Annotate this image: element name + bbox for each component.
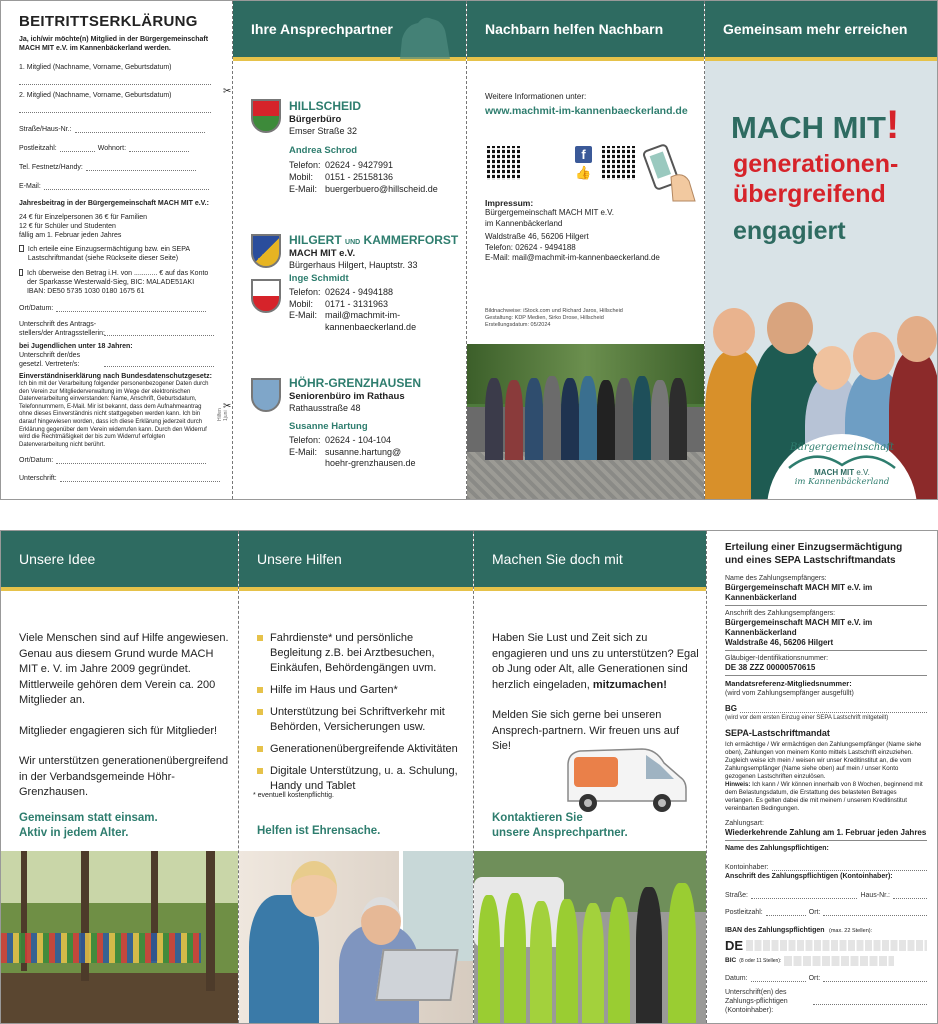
sepa-title-line: und eines SEPA Lastschriftmandats [725, 555, 896, 566]
sepa-signature-row [725, 988, 927, 1015]
laptop-photo [239, 851, 473, 1023]
help-item: Hilfe im Haus und Garten* [257, 683, 465, 698]
signature-field-2[interactable] [60, 481, 220, 482]
form-title: BEITRITTSERKLÄRUNG [19, 13, 198, 30]
photo-person [633, 376, 651, 460]
mandate-hint [725, 781, 927, 813]
neighbors-band [467, 1, 704, 61]
contacts-panel [233, 1, 466, 499]
email-label: E-Mail: [289, 310, 318, 320]
brochure-inside [0, 530, 938, 1024]
mandate-label: Mandatsreferenz-Mitgliedsnummer: [725, 679, 852, 688]
contact-details [289, 287, 458, 333]
payer-label: Name des Zahlungspflichtigen: [725, 845, 829, 852]
mobile-value[interactable]: 0171 - 3131963 [325, 298, 389, 309]
bic-field[interactable] [784, 956, 894, 966]
contacts-band [233, 1, 466, 61]
date-field[interactable] [751, 981, 806, 982]
impressum-line: Waldstraße 46, 56206 Hilgert [485, 232, 589, 241]
join-slogan-line: Kontaktieren Sie [492, 812, 583, 824]
member2-field[interactable] [19, 112, 211, 113]
zip-field[interactable] [766, 915, 806, 916]
idea-band [1, 531, 238, 591]
logo-mid-c: e.V. [856, 468, 870, 477]
impressum-line: Bürgergemeinschaft MACH MIT e.V. [485, 208, 614, 217]
payer-address-label: Anschrift des Zahlungspflichtigen (Kontoinhaber): [725, 873, 893, 880]
scissors-icon: ✂ [223, 401, 232, 412]
fee-line-2: 12 € für Schüler und Studenten [19, 223, 116, 230]
mandate-hint-label: Hinweis: [725, 781, 751, 788]
qr-code-icon[interactable] [487, 146, 521, 180]
street-field[interactable] [75, 132, 205, 133]
consent-title: Einverständniserklärung nach Bundesdatenschutzgesetz: [19, 373, 212, 380]
creditor-block [725, 654, 927, 676]
photo-person [543, 376, 561, 460]
photo-person [651, 380, 669, 460]
creditor-label: Gläubiger-Identifikationsnummer: [725, 655, 829, 662]
photo-person [582, 903, 604, 1023]
house-label: Haus-Nr.: [860, 892, 890, 899]
member1-field[interactable] [19, 84, 211, 85]
help-band-title: Unsere Hilfen [257, 551, 342, 567]
contact-office: Bürgerbüro [289, 114, 342, 125]
cover-band [705, 1, 938, 61]
contact-place-und: UND [345, 239, 361, 246]
photo-laptop [375, 949, 458, 1001]
qr-code-icon[interactable] [602, 146, 636, 180]
mobile-value[interactable]: 0151 - 25158136 [325, 172, 394, 182]
facebook-icon[interactable]: f [575, 146, 592, 163]
payment-label: Zahlungsart: [725, 820, 764, 827]
zip-label: Postleitzahl: [725, 909, 763, 916]
payment-value: Wiederkehrende Zahlung am 1. Februar jeden Jahres [725, 828, 927, 837]
hoehr-crest-icon [251, 378, 281, 412]
idea-text [19, 631, 231, 801]
option-transfer-label: Ich überweise den Betrag i.H. von ............ € auf das Konto der Sparkasse Westerwald-Sieg, BIC: MALADE51AKI IBAN: DE50 5735 1030 0180 1675 61 [26, 270, 209, 295]
contact-place: HÖHR-GRENZHAUSEN [289, 376, 421, 390]
phone-label: Telefon: [289, 160, 321, 170]
photo-person [556, 899, 578, 1023]
place-date-field[interactable] [56, 311, 206, 312]
help-item: Generationenübergreifende Aktivitäten [257, 742, 465, 757]
cover-headline-excl: ! [885, 103, 900, 147]
contact-person: Andrea Schrod [289, 145, 358, 156]
cover-subline [733, 149, 898, 209]
email-row [19, 182, 224, 191]
zip-city-row [19, 144, 224, 153]
idea-band-title: Unsere Idee [19, 551, 96, 567]
iban-prefix: DE [725, 938, 744, 953]
photo-person [504, 893, 526, 1023]
info-label: Weitere Informationen unter: [485, 92, 587, 101]
payee-address-block [725, 609, 927, 651]
join-paragraph-emph: mitzumachen! [592, 678, 667, 691]
creditor-value: DE 38 ZZZ 00000570615 [725, 663, 816, 672]
contact-place [289, 233, 458, 247]
member1-label: 1. Mitglied (Nachname, Vorname, Geburtsdatum) [19, 64, 172, 71]
brochure-outside [0, 0, 938, 500]
side-note: Hilfen 1juni [217, 408, 229, 421]
photo-face [897, 316, 937, 362]
city-label: Wohnort: [97, 145, 127, 152]
logo-mid-a: MACH [814, 468, 839, 477]
payee-address-line: Waldstraße 46, 56206 Hilgert [725, 638, 834, 647]
idea-paragraph: Wir unterstützen generationenübergreifend in der Verbandsgemeinde Höhr-Grenzhausen. [19, 755, 229, 798]
iban-row [725, 938, 927, 953]
contacts-band-title: Ihre Ansprechpartner [251, 21, 393, 37]
join-band-title: Machen Sie doch mit [492, 551, 623, 567]
join-band [474, 531, 706, 591]
cover-panel [705, 1, 938, 499]
statue-icon [392, 11, 454, 59]
house-field[interactable] [893, 898, 927, 899]
email-link[interactable]: susanne.hartung@ [325, 446, 402, 457]
minor-signature-label: Unterschrift der/des gesetzl. Vertreter/s: [19, 352, 81, 368]
help-item: Unterstützung bei Schriftverkehr mit Behörden, Versicherungen usw. [257, 705, 465, 735]
minor-title: bei Jugendlichen unter 18 Jahren: [19, 343, 133, 350]
photo-face [767, 302, 813, 354]
iban-label [725, 919, 927, 937]
signature-label-2: Unterschrift: [19, 475, 57, 483]
website-link[interactable]: www.machmit-im-kannenbaeckerland.de [485, 105, 688, 117]
iban-label-note: (max. 22 Stellen): [829, 928, 873, 934]
help-band [239, 531, 473, 591]
sepa-signature-label: Unterschrift(en) des Zahlungs-pflichtigen (Kontoinhaber): [725, 989, 788, 1014]
photo-person [478, 895, 500, 1023]
place-field[interactable] [823, 981, 927, 982]
sepa-title [725, 541, 927, 567]
city-label: Ort: [808, 909, 821, 916]
contact-address: Emser Straße 32 [289, 126, 358, 136]
mobile-label: Mobil: [289, 298, 314, 309]
holder-field[interactable] [772, 870, 927, 871]
bic-label: BIC [725, 957, 737, 964]
mandate-text: Ich ermächtige / Wir ermächtigen den Zahlungsempfänger (Name siehe oben), Zahlungen von meinem Konto mittels Lastschrift einzuziehen. Zugleich weise ich mein / weisen wir unser Kreditinstitut an, die vom Zahlungsempfänger (Name siehe oben) auf mein / unser Konto gezogenen Lastschriften einzulösen. [725, 741, 922, 780]
phone-field[interactable] [86, 170, 196, 171]
payee-value: Bürgergemeinschaft MACH MIT e.V. im Kannenbäckerland [725, 583, 873, 602]
contact-office: Seniorenbüro im Rathaus [289, 391, 405, 402]
photo-face [291, 861, 337, 917]
street-row [19, 125, 224, 134]
sepa-signature-field[interactable] [813, 1004, 927, 1005]
payee-address-label: Anschrift des Zahlungsempfängers: [725, 610, 836, 617]
logo-mid-b: MIT [840, 468, 855, 477]
idea-slogan-line: Gemeinsam statt einsam. [19, 812, 158, 824]
family-photo [705, 296, 938, 499]
phone-label: Telefon: [289, 435, 321, 445]
minor-signature-field[interactable] [104, 366, 214, 367]
holder-row [725, 863, 927, 872]
help-slogan: Helfen ist Ehrensache. [257, 825, 381, 837]
email-label: E-Mail: [289, 184, 318, 194]
sepa-checkbox[interactable] [19, 245, 24, 252]
idea-panel [1, 531, 238, 1023]
cover-line-3: engagiert [733, 217, 846, 245]
forest-photo [1, 851, 238, 1023]
city-field[interactable] [823, 915, 927, 916]
impressum-title: Impressum: [485, 198, 534, 208]
place-date-label: Ort/Datum: [19, 305, 54, 312]
contact-hillscheid [289, 99, 438, 195]
impressum-email[interactable]: E-Mail: mail@machmit-im-kannenbaeckerland.de [485, 253, 660, 262]
bg-field[interactable] [740, 712, 927, 713]
photo-person [608, 897, 630, 1023]
credits-line: Gestaltung: KDP Medien, Sirko Drose, Hillscheid [485, 315, 604, 321]
iban-label-text: IBAN des Zahlungspflichtigen [725, 927, 825, 934]
email-label: E-Mail: [19, 183, 41, 190]
mandate-title: SEPA-Lastschriftmandat [725, 728, 830, 738]
place-date-field-2[interactable] [56, 463, 206, 464]
photo-person [579, 376, 597, 460]
help-footnote: * eventuell kostenpflichtig. [253, 792, 334, 799]
photo-person [561, 378, 579, 460]
join-slogan-line: unsere Ansprechpartner. [492, 827, 628, 839]
sepa-panel [707, 531, 938, 1023]
contact-hilgert [289, 233, 458, 333]
cover-band-title: Gemeinsam mehr erreichen [723, 21, 908, 37]
consent-text: Ich bin mit der Verarbeitung folgender personenbezogener Daten durch den Verein zur Mitgliederverwaltung im Wege der elektronischen Datenverarbeitung einverstanden: Name, Anschrift, Geburtsdatum, Telefonnummern, E-Mail. Mir ist bekannt, dass dem Aufnahmeantrag ohne dieses Einverständnis nicht stattgegeben werden kann. Ich bin darauf hingewiesen worden, dass ich diese Erklärung jederzeit durch Erklärung gegenüber dem Verein widerrufen kann. Durch den Widerruf wird die Rechtmäßigkeit der bis zum Widerruf erfolgten Datenverarbeitung nicht berührt. [19, 381, 209, 448]
mobile-label: Mobil: [289, 172, 314, 182]
email-link-cont[interactable]: hoehr-grenzhausen.de [325, 458, 416, 468]
fee-line-1: 24 € für Einzelpersonen 36 € für Familien [19, 214, 148, 221]
payee-address-line: Bürgergemeinschaft MACH MIT e.V. im Kannenbäckerland [725, 618, 873, 637]
join-panel [474, 531, 706, 1023]
email-label-cont [289, 458, 325, 470]
join-paragraph-text: Haben Sie Lust und Zeit sich zu engagieren und uns zu unterstützen? Egal ob Jung oder Alt, alle Generationen sind herzlich eingeladen, [492, 632, 699, 691]
bic-note: (8 oder 11 Stellen): [739, 958, 782, 964]
scissors-icon: ✂ [223, 86, 232, 97]
credits-line: Bildnachweise: iStock.com und Richard Jaros, Hillscheid [485, 308, 623, 314]
email-link-cont[interactable]: kannenbaeckerland.de [325, 321, 417, 332]
help-item: Digitale Unterstützung, u. a. Schulung, Handy und Tablet [257, 764, 465, 794]
logo-arches-icon [787, 453, 897, 469]
iban-field[interactable] [746, 940, 927, 951]
photo-tree [206, 851, 215, 991]
email-link[interactable]: buergerbuero@hillscheid.de [325, 184, 438, 194]
phone-value[interactable]: 02624 - 9427991 [325, 160, 394, 170]
photo-person [669, 378, 687, 460]
contact-place-a: HILGERT [289, 233, 342, 247]
contact-office: MACH MIT e.V. [289, 248, 356, 259]
photo-person [505, 380, 523, 460]
join-paragraph: Melden Sie sich gerne bei unseren Ansprech-partnern. Wir freuen uns auf Sie! [492, 709, 680, 752]
impressum [485, 198, 660, 264]
photo-face [713, 308, 755, 356]
bg-note: (wird vor dem ersten Einzug einer SEPA Lastschrift mitgeteilt) [725, 715, 889, 721]
cover-headline-text: MACH MIT [731, 110, 886, 145]
contact-details [289, 435, 421, 470]
place-date-row-2 [19, 456, 224, 465]
club-logo [767, 434, 917, 499]
photo-face [361, 897, 401, 945]
group-photo [467, 344, 704, 499]
phone-label: Tel. Festnetz/Handy: [19, 164, 83, 171]
cover-headline [731, 103, 899, 148]
photo-person [636, 887, 662, 1023]
payee-block [725, 574, 927, 606]
idea-slogan-line: Aktiv in jedem Alter. [19, 827, 129, 839]
fee-line-3: fällig am 1. Februar jeden Jahres [19, 232, 122, 239]
payment-block [725, 819, 927, 841]
zip-label: Postleitzahl: [19, 145, 57, 152]
photo-crowd [1, 933, 201, 963]
help-list [257, 631, 465, 801]
street-label: Straße/Haus-Nr.: [19, 126, 72, 133]
credits [485, 308, 623, 329]
cover-line-1: generationen- [733, 150, 899, 178]
photo-person [615, 378, 633, 460]
payer-zip-row [725, 908, 927, 917]
neighbors-panel [467, 1, 704, 499]
membership-form-panel [1, 1, 232, 499]
email-label: E-Mail: [289, 446, 318, 457]
place-label: Ort: [808, 975, 821, 982]
contact-person: Susanne Hartung [289, 421, 368, 432]
photo-person [485, 378, 503, 460]
street-label: Straße: [725, 892, 748, 899]
payee-label: Name des Zahlungsempfängers: [725, 575, 827, 582]
email-link[interactable]: mail@machmit-im- [325, 310, 401, 320]
bg-prefix: BG [725, 704, 737, 713]
volunteers-photo [474, 851, 706, 1023]
phone-label: Telefon: [289, 287, 321, 297]
signature-row-2 [19, 474, 224, 483]
transfer-checkbox[interactable] [19, 269, 23, 276]
logo-mid [767, 468, 917, 477]
city-field[interactable] [129, 151, 189, 152]
logo-top: Bürgergemeinschaft [790, 442, 894, 453]
photo-person [525, 378, 543, 460]
impressum-line: Telefon: 02624 - 9494188 [485, 242, 576, 252]
sepa-date-row [725, 974, 927, 983]
hilgert-crest-icon [251, 234, 281, 268]
date-label: Datum: [725, 975, 748, 982]
join-text [492, 631, 700, 755]
phone-value[interactable]: 02624 - 104-104 [325, 435, 392, 445]
option-sepa[interactable] [19, 245, 209, 263]
contact-place-b: KAMMERFORST [363, 233, 459, 247]
contact-address: Bürgerhaus Hilgert, Hauptstr. 33 [289, 260, 418, 270]
sepa-title-line: Erteilung einer Einzugsermächtigung [725, 542, 903, 553]
place-date-label-2: Ort/Datum: [19, 457, 54, 465]
email-field[interactable] [44, 189, 209, 190]
bg-row [725, 704, 927, 714]
join-paragraph [492, 631, 700, 693]
help-item: Fahrdienste* und persönliche Begleitung z.B. bei Arztbesuchen, Einkäufen, Behördengängen uvm. [257, 631, 465, 676]
idea-slogan [19, 811, 158, 841]
fee-title: Jahresbeitrag in der Bürgergemeinschaft MACH MIT e.V.: [19, 200, 209, 207]
option-transfer[interactable] [19, 269, 214, 296]
join-slogan [492, 811, 628, 841]
van-icon [562, 743, 690, 819]
idea-paragraph: Viele Menschen sind auf Hilfe angewiesen. Genau aus diesem Grund wurde MACH MIT e. V. im Jahre 2009 gegründet. Mittlerweile gehören dem Verein ca. 200 Mitglieder an. [19, 632, 229, 706]
mandate-hint-text: Ich kann / Wir können innerhalb von 8 Wochen, beginnend mit dem Belastungsdatum, die Erstattung des belasteten Betrages verlangen. Es gelten dabei die mit meinem / unserem Kreditinstitut vereinbarten Bedingungen. [725, 781, 923, 812]
signature-label: Unterschrift des Antrags-stellers/der Antragsstellerin: [19, 321, 105, 337]
mandate-note: (wird vom Zahlungsempfänger ausgefüllt) [725, 690, 854, 697]
help-panel [239, 531, 473, 1023]
holder-label: Kontoinhaber: [725, 864, 769, 871]
photo-person [668, 883, 696, 1023]
photo-person [530, 901, 552, 1023]
contact-details [289, 159, 438, 195]
contact-hoehr [289, 376, 421, 470]
email-label-cont [289, 322, 325, 334]
credits-line: Erstellungsdatum: 05/2024 [485, 322, 551, 328]
photo-face [813, 346, 851, 390]
signature-field[interactable] [104, 335, 214, 336]
logo-bottom: im Kannenbäckerland [794, 477, 890, 487]
street-field[interactable] [751, 898, 857, 899]
phone-value[interactable]: 02624 - 9494188 [325, 287, 394, 297]
member2-label: 2. Mitglied (Nachname, Vorname, Geburtsdatum) [19, 92, 172, 99]
bic-row [725, 956, 927, 966]
neighbors-band-title: Nachbarn helfen Nachbarn [485, 21, 664, 37]
photo-person [597, 380, 615, 460]
cover-line-2: übergreifend [733, 180, 886, 208]
zip-field[interactable] [60, 151, 95, 152]
form-intro: Ja, ich/wir möchte(n) Mitglied in der Bürgergemeinschaft MACH MIT e.V. im Kannenbäckerland werden. [19, 36, 209, 52]
option-sepa-label: Ich erteile eine Einzugsermächtigung bzw. ein SEPA Lastschriftmandat (siehe Rückseite dieser Seite) [27, 246, 190, 262]
impressum-line: im Kannenbäckerland [485, 218, 563, 228]
phone-row [19, 163, 224, 172]
contact-person: Inge Schmidt [289, 273, 349, 284]
phone-hand-icon [643, 143, 704, 203]
place-date-row [19, 304, 224, 313]
payer-street-row [725, 891, 927, 900]
contact-place: HILLSCHEID [289, 99, 361, 113]
mandate-block [725, 679, 927, 723]
idea-paragraph: Mitglieder engagieren sich für Mitglieder! [19, 724, 218, 737]
photo-face [853, 332, 895, 380]
thumbs-up-icon: 👍 [575, 165, 592, 180]
contact-address: Rathausstraße 48 [289, 403, 361, 413]
hillscheid-crest-icon [251, 99, 281, 133]
kammerforst-crest-icon [251, 279, 281, 313]
